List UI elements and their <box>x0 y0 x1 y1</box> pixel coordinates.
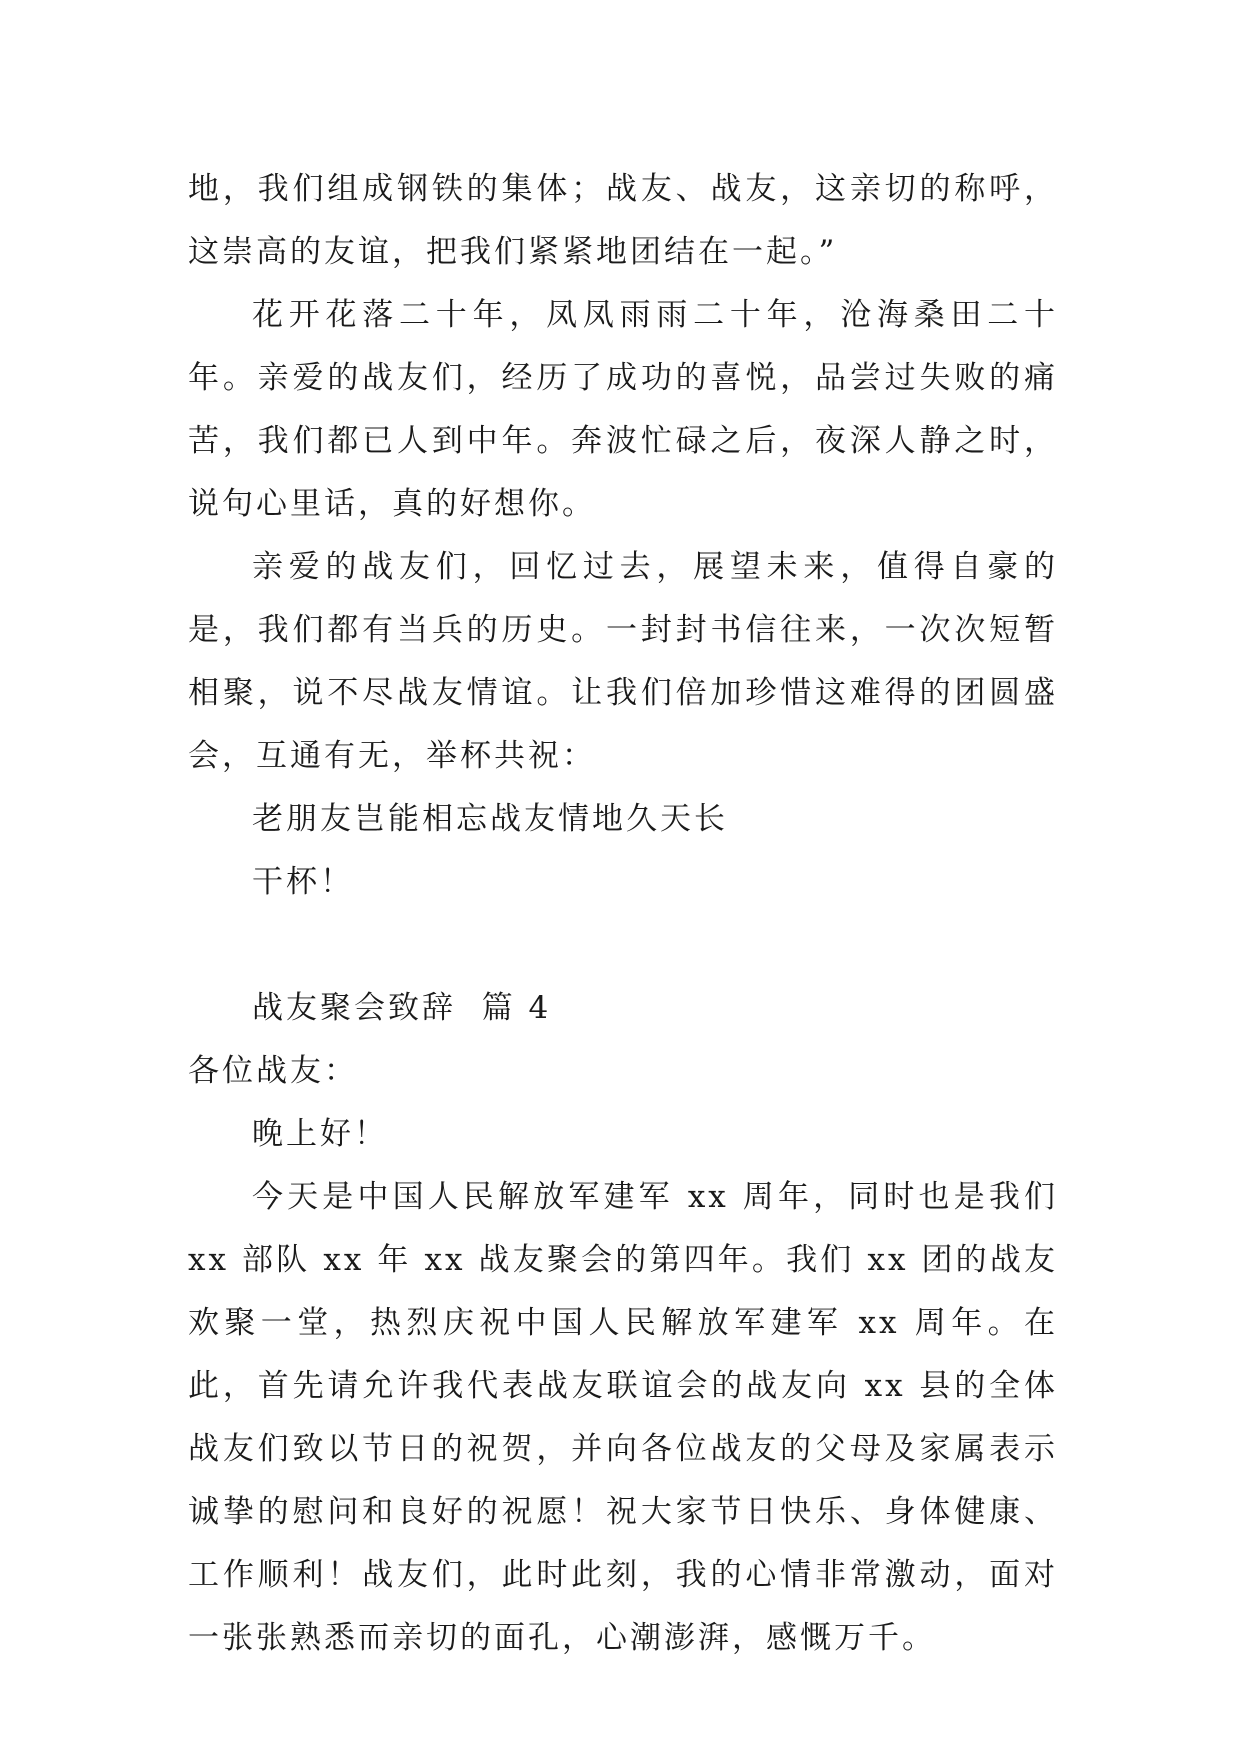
document-body <box>188 158 1058 1670</box>
paragraph-continuation: 地，我们组成钢铁的集体；战友、战友，这亲切的称呼，这崇高的友谊，把我们紧紧地团结在一起。” <box>188 171 1058 270</box>
toast-line: 老朋友岂能相忘战友情地久天长 <box>252 801 728 837</box>
section-title: 战友聚会致辞 篇 4 <box>252 990 552 1026</box>
greeting: 晚上好！ <box>252 1116 388 1152</box>
cheers-line: 干杯！ <box>252 864 354 900</box>
salutation: 各位战友： <box>188 1053 358 1089</box>
paragraph: 今天是中国人民解放军建军 xx 周年，同时也是我们 xx 部队 xx 年 xx 战友聚会的第四年。我们 xx 团的战友欢聚一堂，热烈庆祝中国人民解放军建军 xx 周年。在此，首先请允许我代表战友联谊会的战友向 xx 县的全体战友们致以节日的祝贺，并向各位战友的父母及家属表示诚挚的慰问和良好的祝愿！祝大家节日快乐、身体健康、工作顺利！战友们，此时此刻，我的心情非常激动，面对一张张熟悉而亲切的面孔，心潮澎湃，感慨万千。 <box>188 1179 1058 1656</box>
paragraph: 亲爱的战友们，回忆过去，展望未来，值得自豪的是，我们都有当兵的历史。一封封书信往来，一次次短暂相聚，说不尽战友情谊。让我们倍加珍惜这难得的团圆盛会，互通有无，举杯共祝： <box>188 549 1058 774</box>
paragraph: 花开花落二十年，凤凤雨雨二十年，沧海桑田二十年。亲爱的战友们，经历了成功的喜悦，品尝过失败的痛苦，我们都已人到中年。奔波忙碌之后，夜深人静之时，说句心里话，真的好想你。 <box>188 297 1058 522</box>
section-spacer <box>188 914 1058 977</box>
